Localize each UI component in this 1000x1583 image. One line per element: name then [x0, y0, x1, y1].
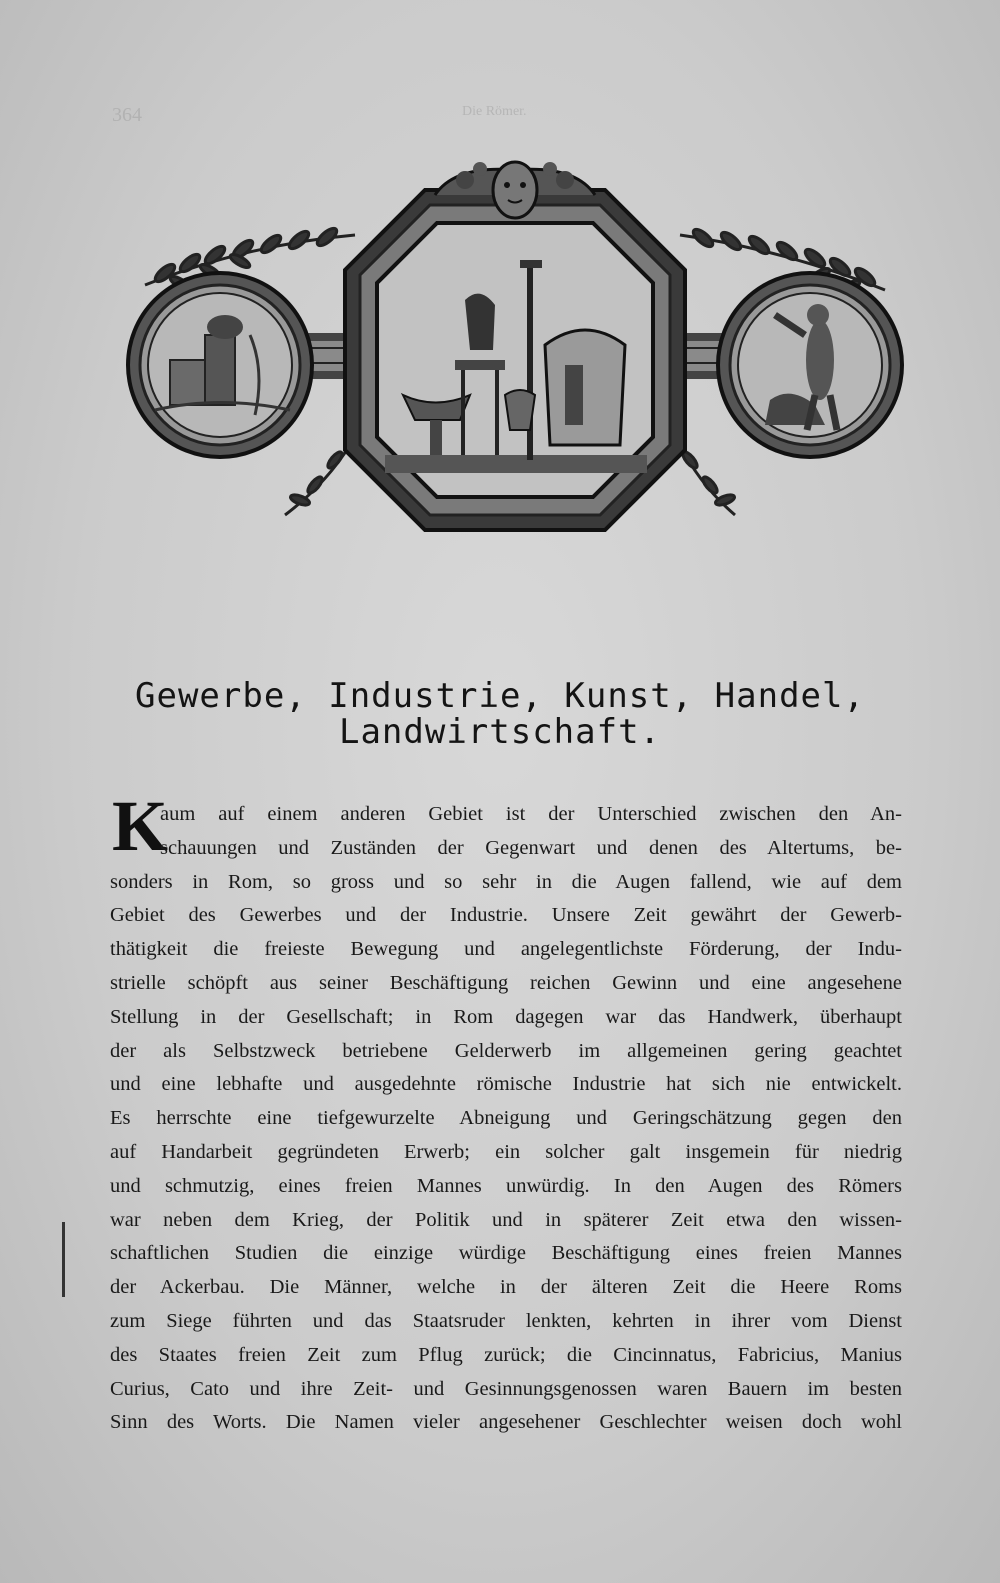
running-title: Die Römer.	[462, 104, 527, 119]
body-paragraph	[110, 786, 902, 1440]
text-line: Es herrschte eine tiefgewurzelte Abneigung und Geringschätzung gegen den	[110, 1107, 902, 1130]
text-line: auf Handarbeit gegründeten Erwerb; ein solcher galt insgemein für niedrig	[110, 1140, 902, 1163]
text-line: strielle schöpft aus seiner Beschäftigung reichen Gewinn und eine angesehene	[110, 971, 902, 994]
chapter-title-line-2: Landwirtschaft.	[338, 712, 662, 752]
text-line: war neben dem Krieg, der Politik und in späterer Zeit etwa den wissen-	[110, 1208, 902, 1231]
text-line: und schmutzig, eines freien Mannes unwürdig. In den Augen des Römers	[110, 1174, 902, 1197]
text-line: Stellung in der Gesellschaft; in Rom dagegen war das Handwerk, überhaupt	[110, 1005, 902, 1028]
text-line: aum auf einem anderen Gebiet ist der Unterschied zwischen den An-	[160, 803, 902, 825]
text-line: sonders in Rom, so gross und so sehr in die Augen fallend, wie auf dem	[110, 870, 902, 893]
drop-cap: K	[112, 786, 169, 866]
page-number: 364	[112, 104, 142, 126]
margin-mark	[62, 1222, 65, 1297]
text-line: Gebiet des Gewerbes und der Industrie. Unsere Zeit gewährt der Gewerb-	[110, 904, 902, 927]
text-line: der als Selbstzweck betriebene Gelderwerb im allgemeinen gering geachtet	[110, 1039, 902, 1062]
chapter-title-line-1: Gewerbe, Industrie, Kunst, Handel,	[135, 676, 865, 716]
text-line: des Staates freien Zeit zum Pflug zurück; die Cincinnatus, Fabricius, Manius	[110, 1343, 902, 1366]
text-line: schaftlichen Studien die einzige würdige Beschäftigung eines freien Mannes	[110, 1242, 902, 1265]
text-line: Sinn des Worts. Die Namen vieler angesehener Geschlechter weisen doch wohl	[110, 1411, 902, 1434]
text-line: thätigkeit die freieste Bewegung und angelegentlichste Förderung, der Indu-	[110, 938, 902, 961]
engraved-vignette-icon	[125, 155, 905, 550]
text-line: der Ackerbau. Die Männer, welche in der älteren Zeit die Heere Roms	[110, 1276, 902, 1299]
text-line: Curius, Cato und ihre Zeit- und Gesinnungsgenossen waren Bauern im besten	[110, 1377, 902, 1400]
text-line: zum Siege führten und das Staatsruder lenkten, kehrten in ihrer vom Dienst	[110, 1309, 902, 1332]
text-line: und eine lebhafte und ausgedehnte römische Industrie hat sich nie entwickelt.	[110, 1073, 902, 1096]
text-line: schauungen und Zuständen der Gegenwart und denen des Altertums, be-	[160, 836, 902, 859]
